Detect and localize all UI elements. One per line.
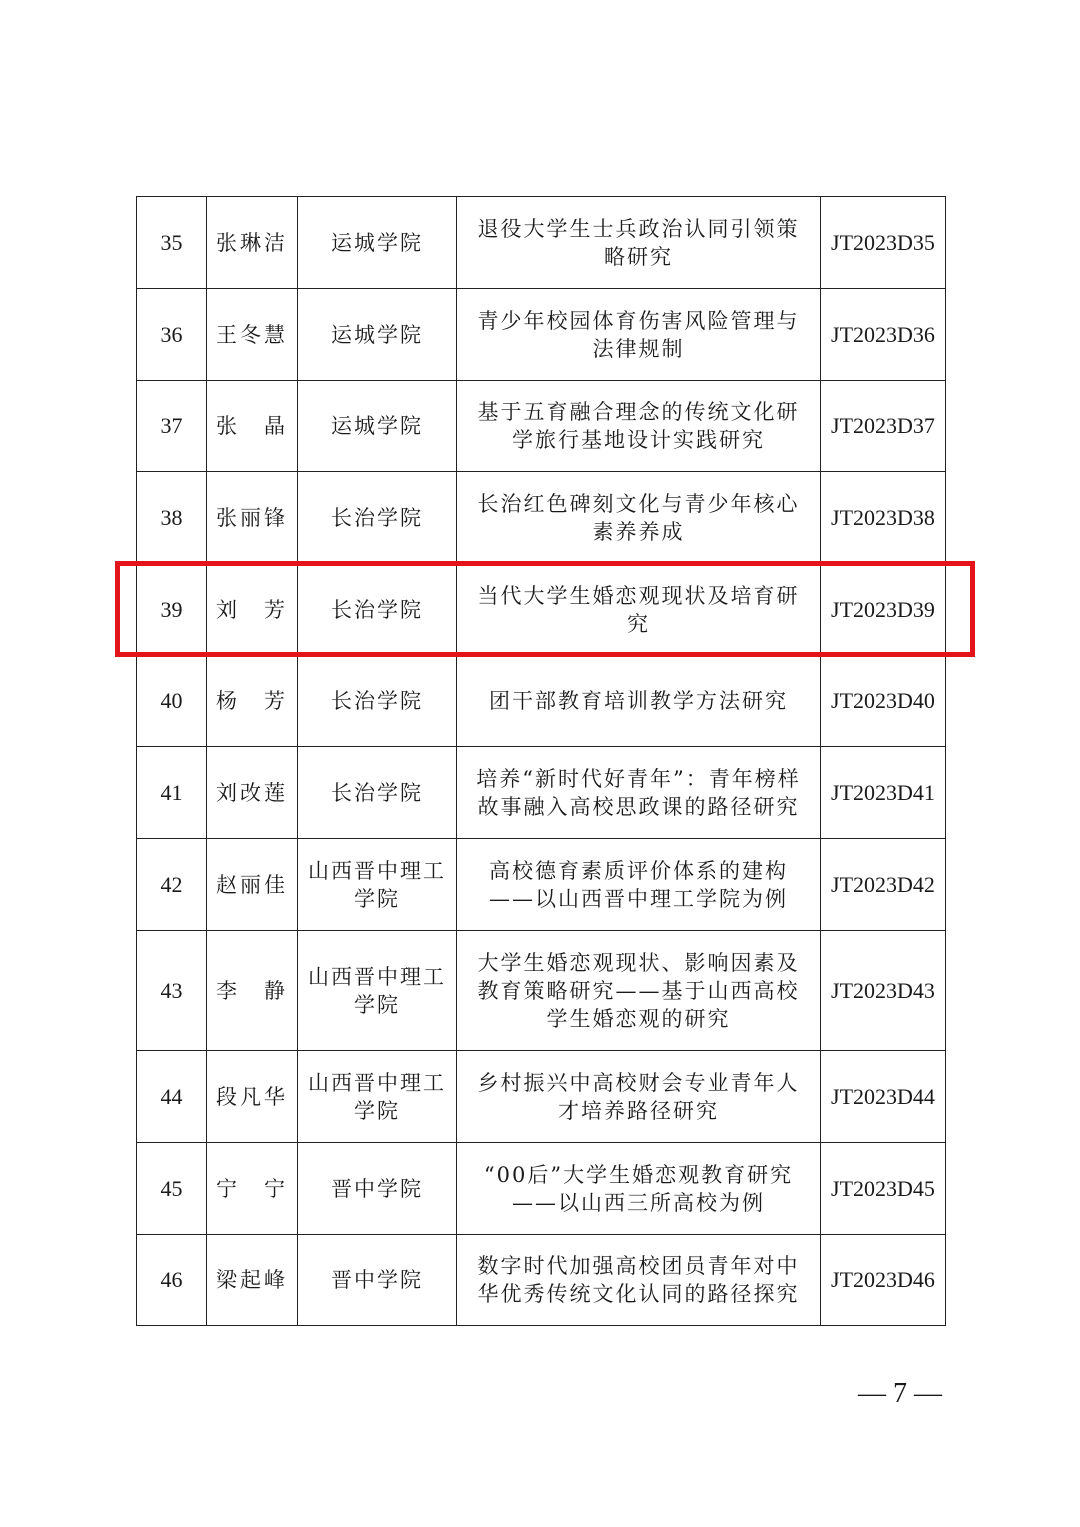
cell-code: JT2023D42 — [821, 839, 946, 931]
cell-name: 张丽锋 — [207, 472, 298, 564]
cell-code: JT2023D41 — [821, 747, 946, 839]
cell-school: 运城学院 — [298, 289, 457, 381]
cell-code: JT2023D40 — [821, 656, 946, 747]
cell-school: 晋中学院 — [298, 1143, 457, 1235]
table-row — [137, 747, 946, 839]
cell-name: 赵丽佳 — [207, 839, 298, 931]
table-row — [137, 1235, 946, 1326]
cell-title: 数字时代加强高校团员青年对中华优秀传统文化认同的路径探究 — [457, 1235, 821, 1326]
cell-title: 退役大学生士兵政治认同引领策略研究 — [457, 197, 821, 289]
table-row — [137, 289, 946, 381]
cell-name: 杨 芳 — [207, 656, 298, 747]
cell-name: 张琳洁 — [207, 197, 298, 289]
cell-number: 43 — [137, 931, 207, 1051]
cell-number: 39 — [137, 564, 207, 656]
cell-title: 乡村振兴中高校财会专业青年人才培养路径研究 — [457, 1051, 821, 1143]
cell-code: JT2023D36 — [821, 289, 946, 381]
cell-name: 刘 芳 — [207, 564, 298, 656]
page-number: — 7 — — [858, 1378, 942, 1409]
cell-code: JT2023D45 — [821, 1143, 946, 1235]
cell-name: 段凡华 — [207, 1051, 298, 1143]
table-row — [137, 197, 946, 289]
cell-school: 山西晋中理工学院 — [298, 1051, 457, 1143]
cell-name: 王冬慧 — [207, 289, 298, 381]
cell-code: JT2023D39 — [821, 564, 946, 656]
cell-school: 长治学院 — [298, 564, 457, 656]
project-list-table — [136, 196, 946, 1326]
table-row — [137, 656, 946, 747]
cell-code: JT2023D38 — [821, 472, 946, 564]
cell-title: 高校德育素质评价体系的建构——以山西晋中理工学院为例 — [457, 839, 821, 931]
cell-code: JT2023D46 — [821, 1235, 946, 1326]
cell-code: JT2023D44 — [821, 1051, 946, 1143]
cell-number: 40 — [137, 656, 207, 747]
cell-title: 基于五育融合理念的传统文化研学旅行基地设计实践研究 — [457, 381, 821, 472]
cell-title: 当代大学生婚恋观现状及培育研究 — [457, 564, 821, 656]
cell-name: 刘改莲 — [207, 747, 298, 839]
cell-code: JT2023D43 — [821, 931, 946, 1051]
cell-school: 运城学院 — [298, 381, 457, 472]
cell-school: 长治学院 — [298, 472, 457, 564]
cell-number: 36 — [137, 289, 207, 381]
cell-title: 团干部教育培训教学方法研究 — [457, 656, 821, 747]
cell-code: JT2023D37 — [821, 381, 946, 472]
table-row — [137, 381, 946, 472]
cell-title: “00后”大学生婚恋观教育研究——以山西三所高校为例 — [457, 1143, 821, 1235]
cell-number: 46 — [137, 1235, 207, 1326]
cell-school: 长治学院 — [298, 656, 457, 747]
table-row-highlighted — [137, 564, 946, 656]
cell-title: 大学生婚恋观现状、影响因素及教育策略研究——基于山西高校学生婚恋观的研究 — [457, 931, 821, 1051]
table-row — [137, 839, 946, 931]
cell-number: 42 — [137, 839, 207, 931]
table-row — [137, 1143, 946, 1235]
cell-number: 37 — [137, 381, 207, 472]
cell-school: 运城学院 — [298, 197, 457, 289]
cell-title: 培养“新时代好青年”：青年榜样故事融入高校思政课的路径研究 — [457, 747, 821, 839]
cell-school: 晋中学院 — [298, 1235, 457, 1326]
cell-code: JT2023D35 — [821, 197, 946, 289]
cell-school: 山西晋中理工学院 — [298, 839, 457, 931]
cell-title: 长治红色碑刻文化与青少年核心素养养成 — [457, 472, 821, 564]
cell-number: 45 — [137, 1143, 207, 1235]
table-row — [137, 472, 946, 564]
cell-name: 梁起峰 — [207, 1235, 298, 1326]
table-row — [137, 931, 946, 1051]
table-row — [137, 1051, 946, 1143]
cell-name: 张 晶 — [207, 381, 298, 472]
cell-name: 宁 宁 — [207, 1143, 298, 1235]
cell-title: 青少年校园体育伤害风险管理与法律规制 — [457, 289, 821, 381]
cell-number: 38 — [137, 472, 207, 564]
cell-number: 35 — [137, 197, 207, 289]
cell-number: 41 — [137, 747, 207, 839]
cell-number: 44 — [137, 1051, 207, 1143]
cell-school: 山西晋中理工学院 — [298, 931, 457, 1051]
cell-school: 长治学院 — [298, 747, 457, 839]
cell-name: 李 静 — [207, 931, 298, 1051]
